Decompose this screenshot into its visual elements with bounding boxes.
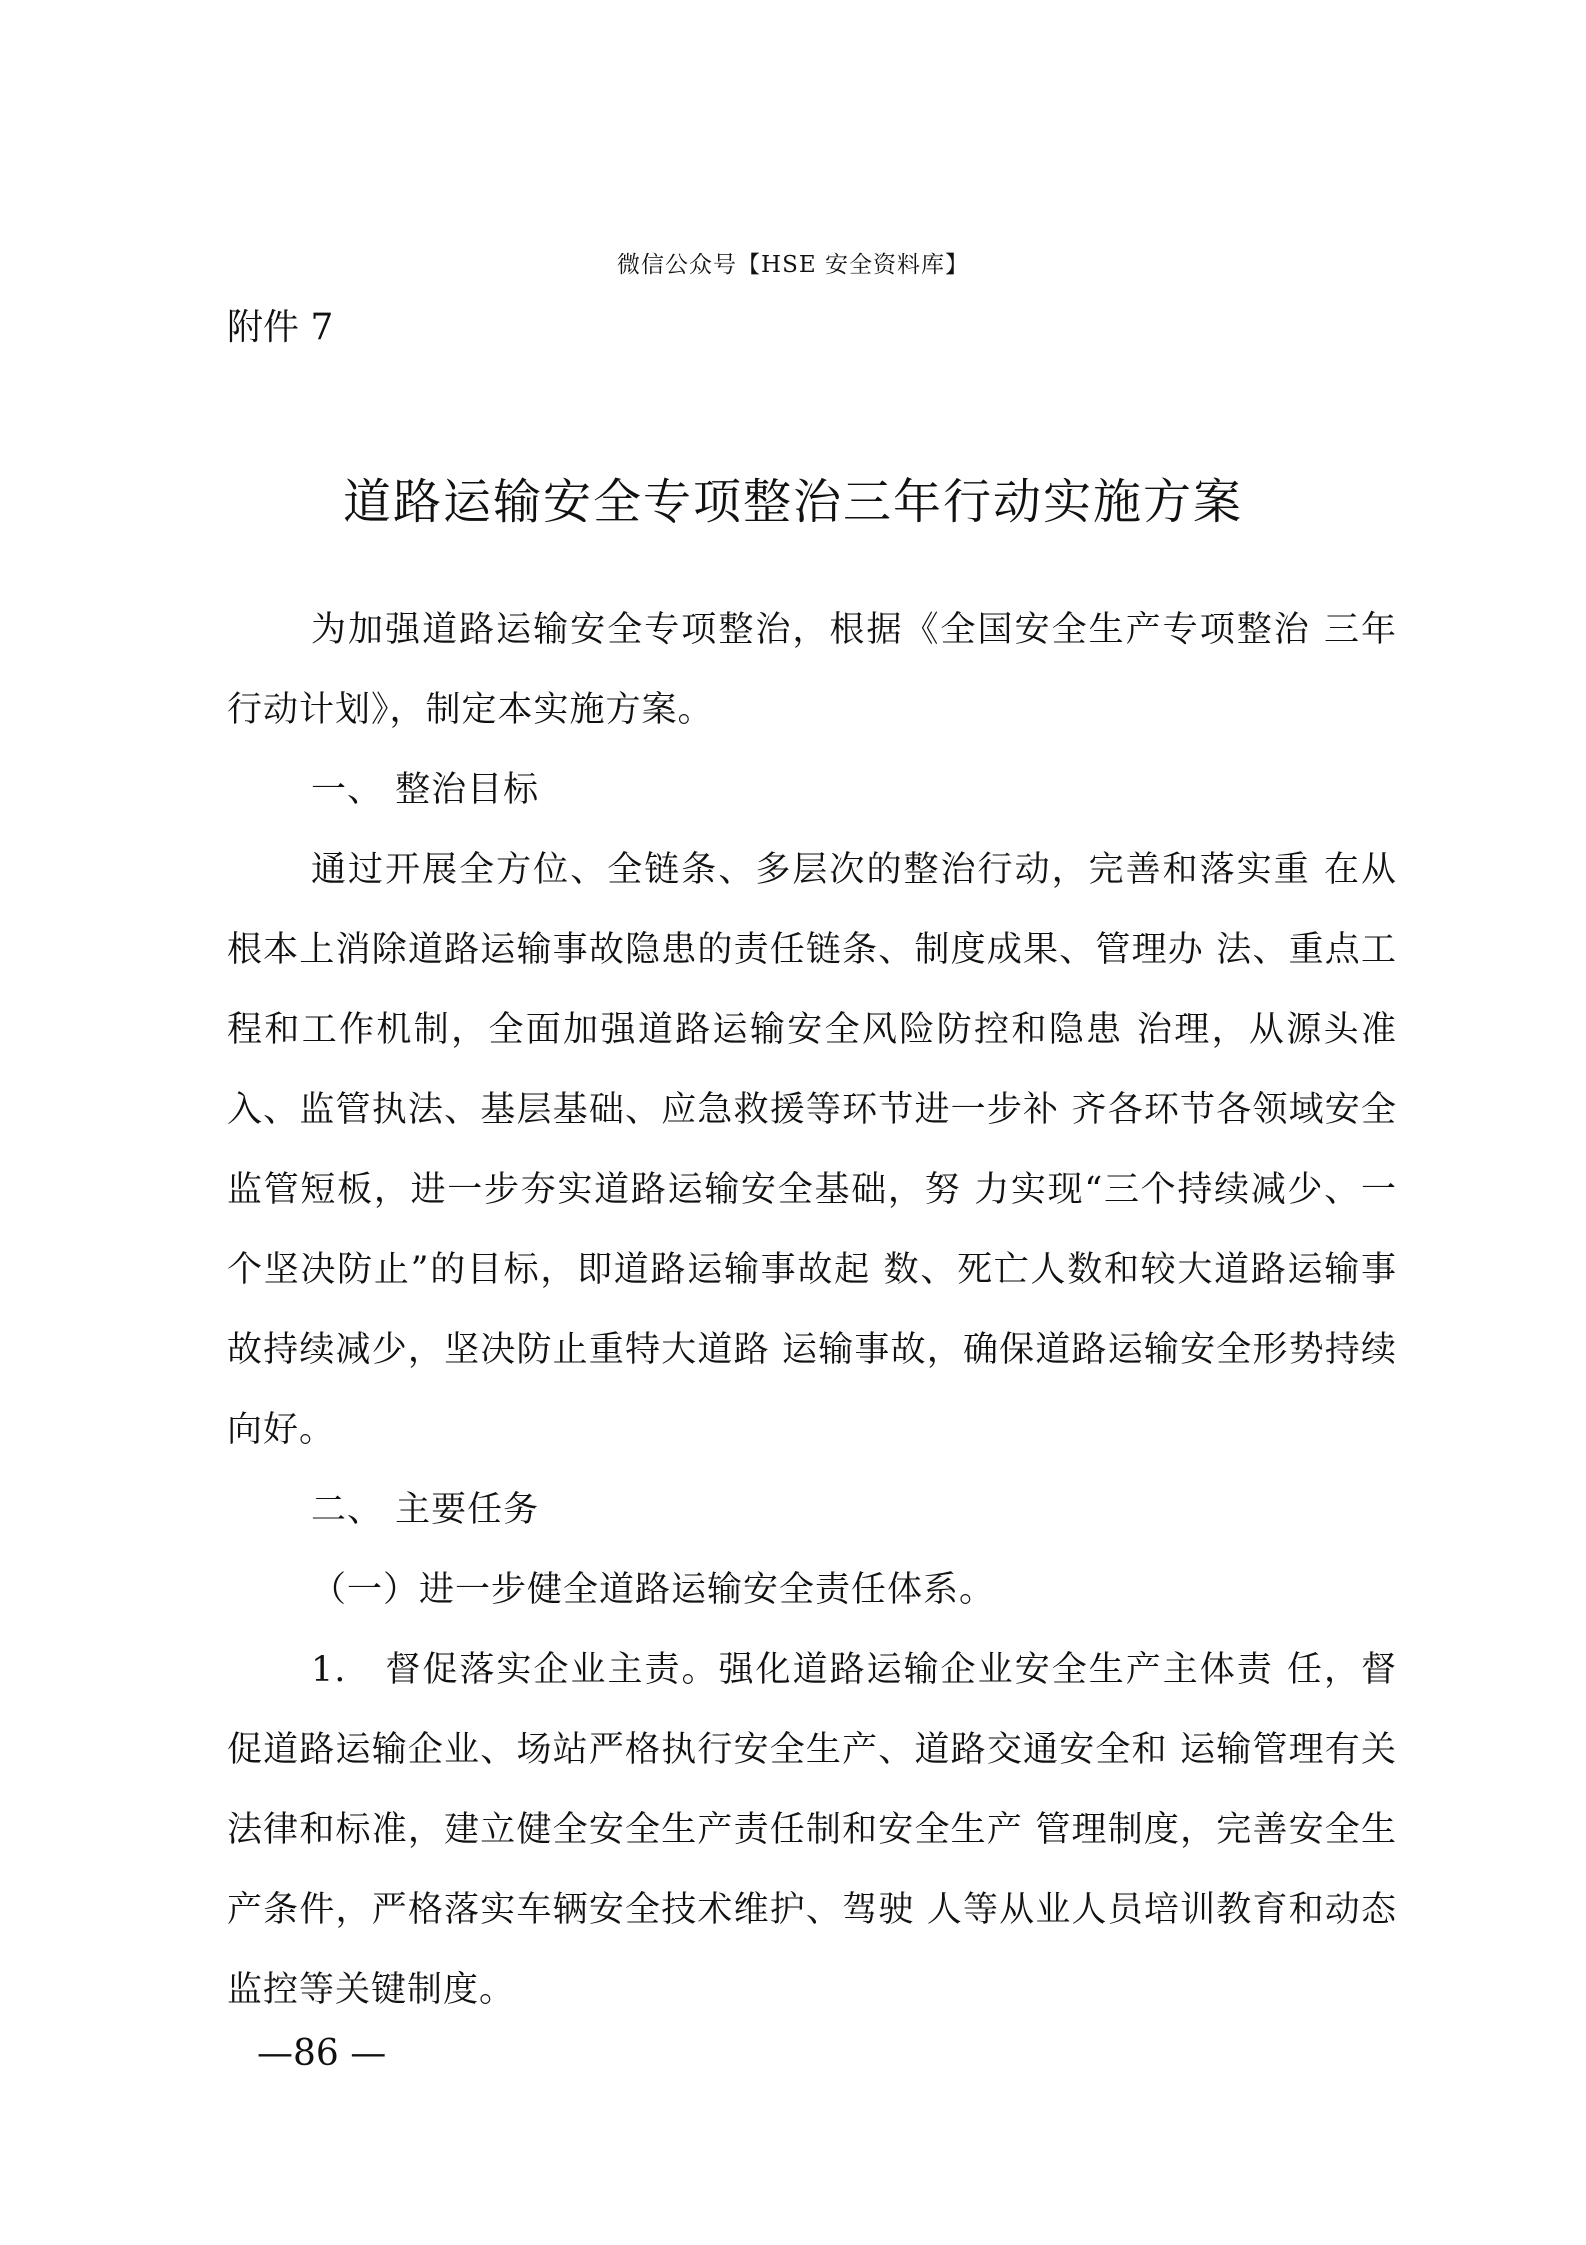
page-number: —86 — — [257, 2033, 387, 2074]
item-number: 1. — [311, 1650, 347, 1690]
attachment-label: 附件 7 — [227, 307, 334, 348]
section-heading-goals: 一、 整治目标 — [311, 770, 540, 810]
source-note: 微信公众号【HSE 安全资料库】 — [617, 252, 969, 278]
subsection-heading-responsibility: （一）进一步健全道路运输安全责任体系。 — [311, 1570, 996, 1610]
document-title: 道路运输安全专项整治三年行动实施方案 — [342, 474, 1243, 530]
section-heading-tasks: 二、 主要任务 — [311, 1490, 540, 1530]
document-body — [227, 590, 1397, 2030]
item-paragraph-1 — [227, 1630, 1397, 2030]
goals-paragraph: 通过开展全方位、全链条、多层次的整治行动，完善和落实重 在从根本上消除道路运输事故隐患的责任链条、制度成果、管理办 法、重点工程和工作机制，全面加强道路运输安全风险防控和隐患 治理，从源头准入、监管执法、基层基础、应急救援等环节进一步补 齐各环节各领域安全监管短板，进一步夯实道路运输安全基础，努 力实现“三个持续减少、一个坚决防止”的目标，即道路运输事故起 数、死亡人数和较大道路运输事故持续减少，坚决防止重特大道路 运输事故，确保道路运输安全形势持续向好。 — [227, 850, 1397, 1450]
intro-paragraph: 为加强道路运输安全专项整治，根据《全国安全生产专项整治 三年行动计划》，制定本实施方案。 — [227, 610, 1397, 730]
item-text: 督促落实企业主责。强化道路运输企业安全生产主体责 任，督促道路运输企业、场站严格执行安全生产、道路交通安全和 运输管理有关法律和标准，建立健全安全生产责任制和安全生产 管理制度，完善安全生产条件，严格落实车辆安全技术维护、驾驶 人等从业人员培训教育和动态监控等关键制度。 — [227, 1650, 1397, 2010]
